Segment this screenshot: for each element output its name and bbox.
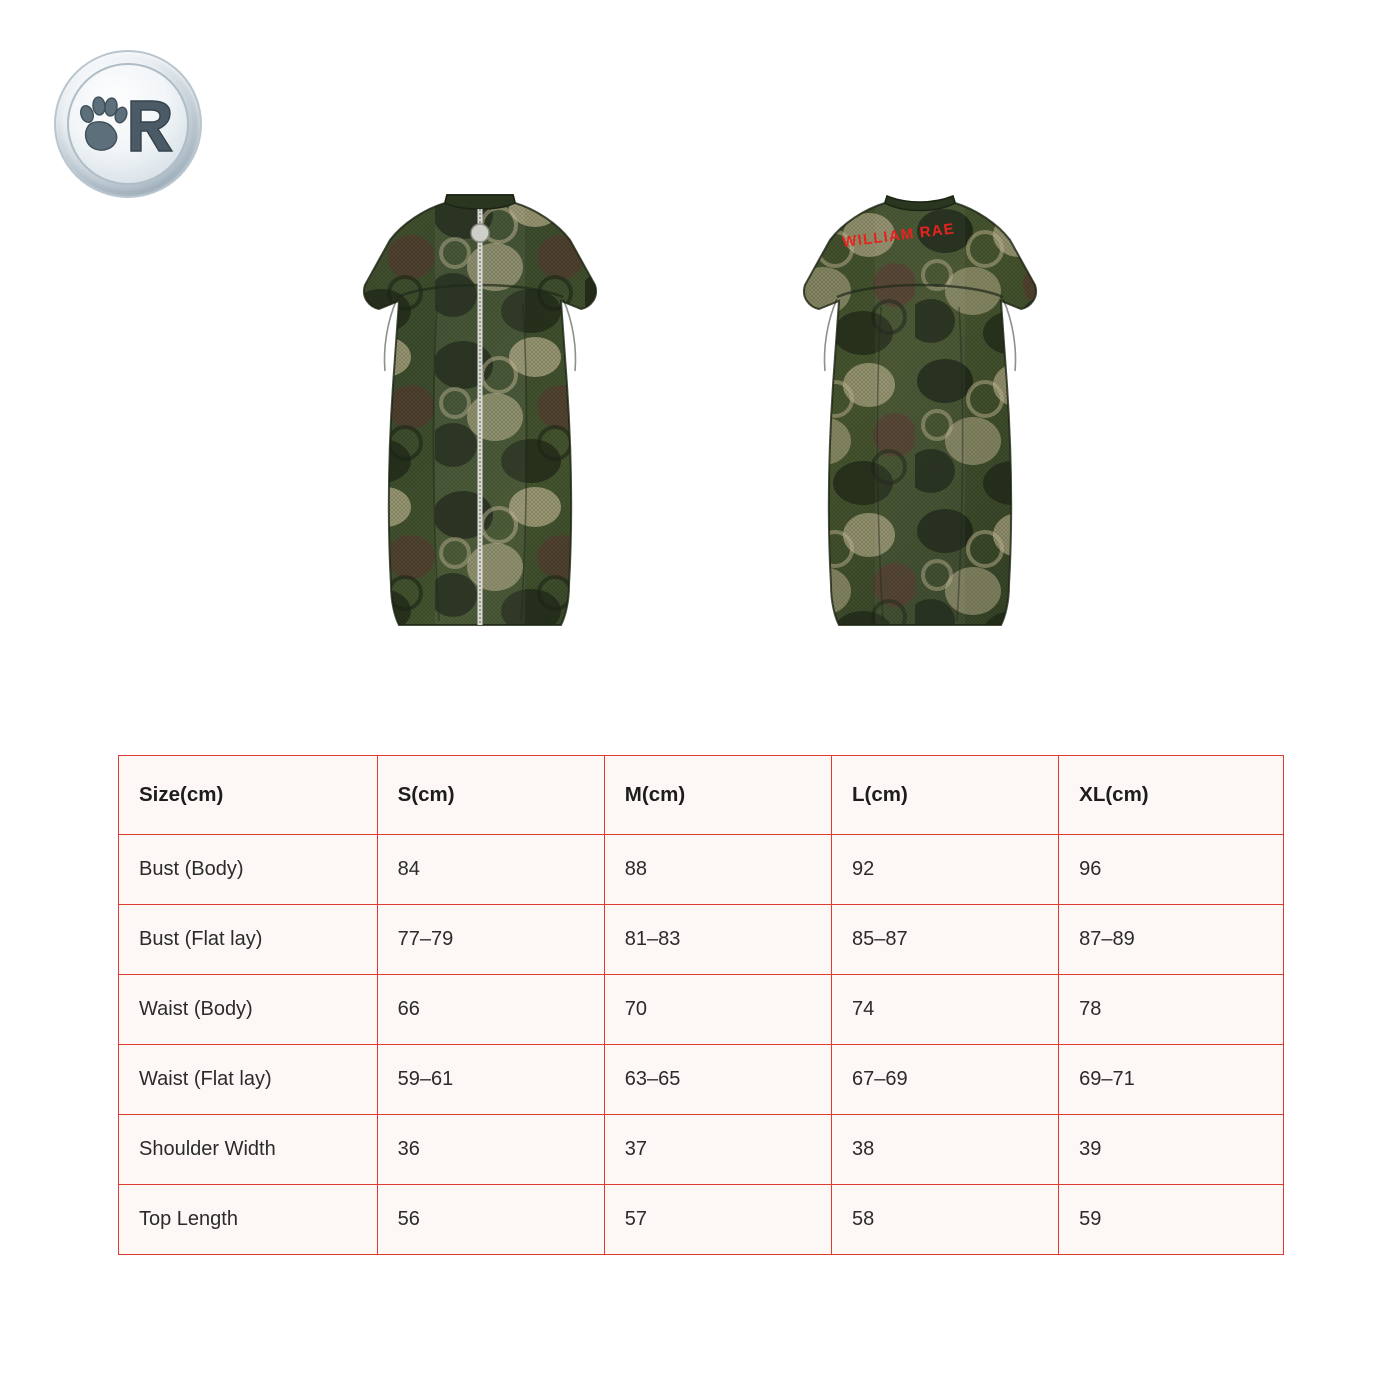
- row-value: 58: [831, 1185, 1058, 1255]
- size-chart-table: [118, 755, 1284, 1255]
- row-value: 66: [377, 975, 604, 1045]
- table-header-cell: Size(cm): [119, 756, 378, 835]
- row-label: Top Length: [119, 1185, 378, 1255]
- row-value: 74: [831, 975, 1058, 1045]
- size-chart: [118, 755, 1284, 1255]
- table-header-cell: S(cm): [377, 756, 604, 835]
- table-row: [119, 1185, 1284, 1255]
- row-value: 57: [604, 1185, 831, 1255]
- row-value: 56: [377, 1185, 604, 1255]
- row-label: Shoulder Width: [119, 1115, 378, 1185]
- table-header-cell: M(cm): [604, 756, 831, 835]
- garment-back-fabric: [725, 185, 1115, 665]
- row-label: Waist (Flat lay): [119, 1045, 378, 1115]
- table-row: [119, 1115, 1284, 1185]
- row-value: 36: [377, 1115, 604, 1185]
- row-value: 84: [377, 835, 604, 905]
- row-value: 59–61: [377, 1045, 604, 1115]
- row-value: 37: [604, 1115, 831, 1185]
- row-value: 63–65: [604, 1045, 831, 1115]
- row-value: 85–87: [831, 905, 1058, 975]
- row-label: Bust (Flat lay): [119, 905, 378, 975]
- row-value: 69–71: [1059, 1045, 1284, 1115]
- table-row: [119, 835, 1284, 905]
- table-header-row: [119, 756, 1284, 835]
- table-row: [119, 1045, 1284, 1115]
- row-value: 77–79: [377, 905, 604, 975]
- table-row: [119, 975, 1284, 1045]
- row-value: 59: [1059, 1185, 1284, 1255]
- row-value: 96: [1059, 835, 1284, 905]
- row-value: 87–89: [1059, 905, 1284, 975]
- row-label: Bust (Body): [119, 835, 378, 905]
- row-value: 81–83: [604, 905, 831, 975]
- paw-wr-icon: [54, 50, 202, 198]
- table-row: [119, 905, 1284, 975]
- row-value: 78: [1059, 975, 1284, 1045]
- table-header-cell: L(cm): [831, 756, 1058, 835]
- garment-front-view: [285, 185, 675, 665]
- row-value: 92: [831, 835, 1058, 905]
- row-value: 88: [604, 835, 831, 905]
- row-value: 70: [604, 975, 831, 1045]
- product-images: [0, 185, 1400, 685]
- table-header-cell: XL(cm): [1059, 756, 1284, 835]
- back-print-text: WILLIAM RAE: [841, 220, 956, 251]
- row-value: 39: [1059, 1115, 1284, 1185]
- row-value: 67–69: [831, 1045, 1058, 1115]
- garment-back-view: [725, 185, 1115, 665]
- row-value: 38: [831, 1115, 1058, 1185]
- row-label: Waist (Body): [119, 975, 378, 1045]
- brand-logo: [54, 50, 202, 198]
